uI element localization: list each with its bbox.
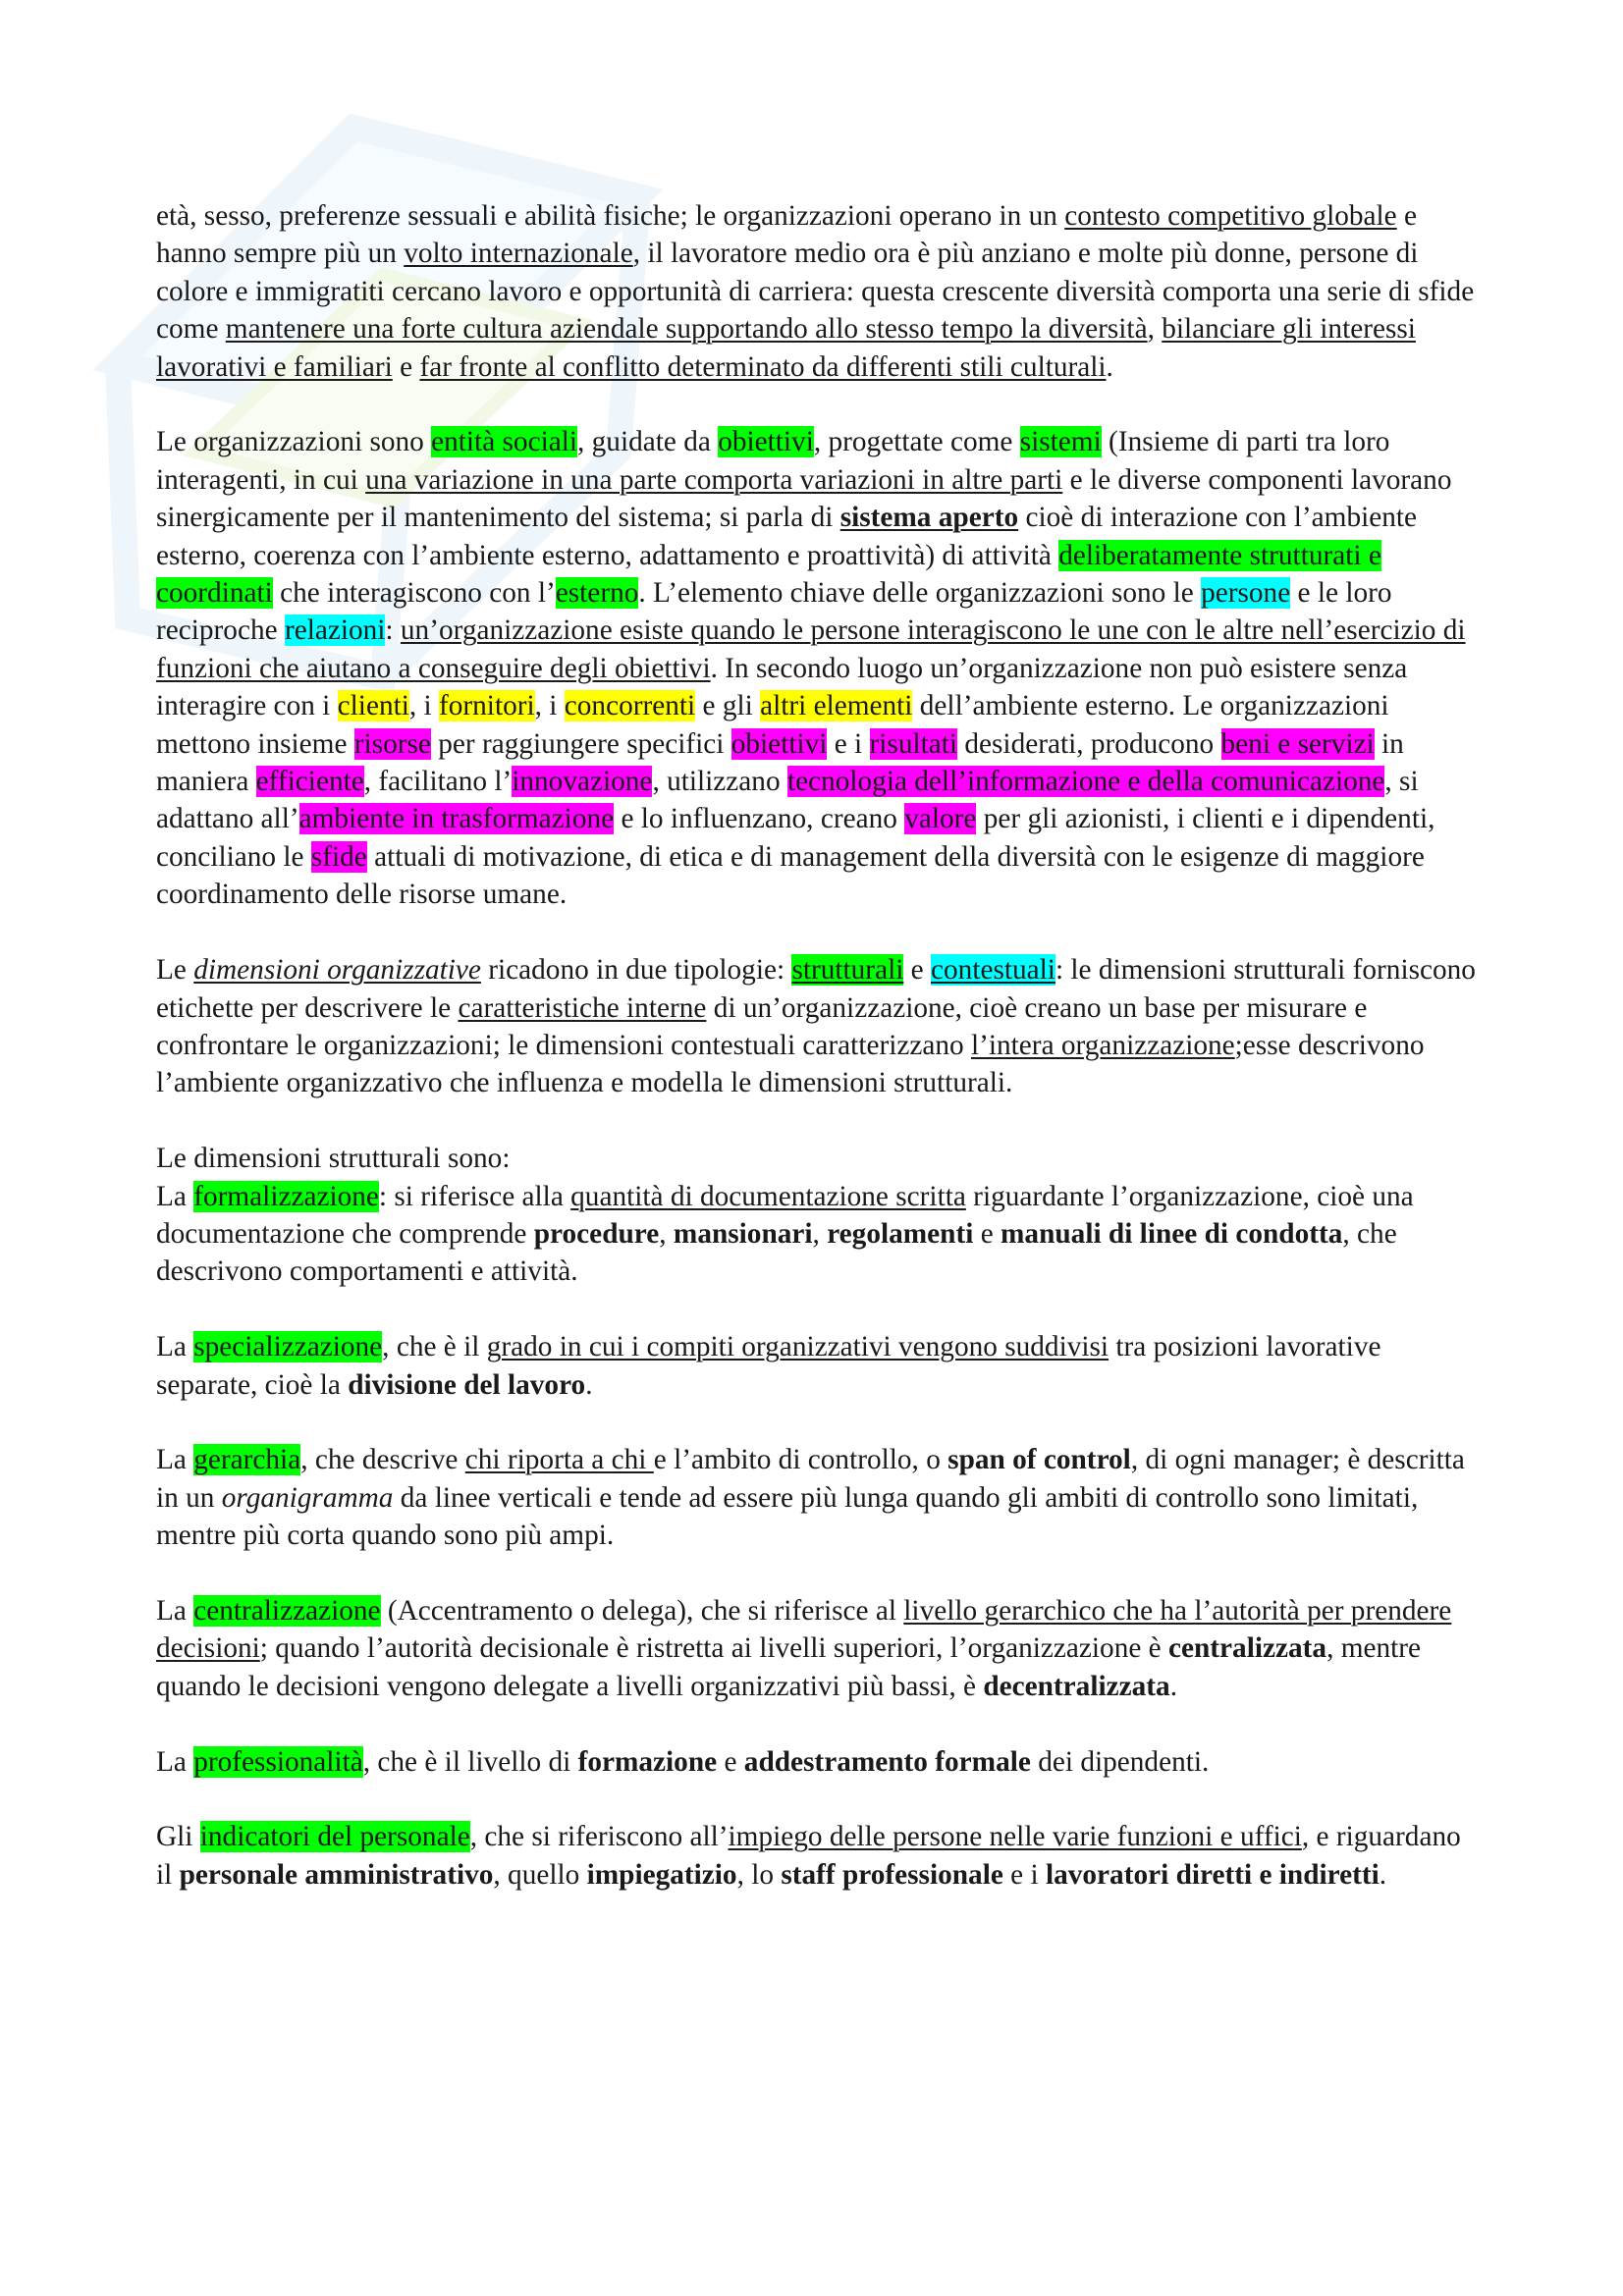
text-run: , che descrive bbox=[300, 1444, 465, 1476]
highlighted-term: obiettivi bbox=[718, 426, 814, 458]
text-run: , si adattano all’ bbox=[156, 766, 1419, 835]
underlined-phrase: grado in cui i compiti organizzativi vengono suddivisi bbox=[486, 1331, 1109, 1363]
text-run: cioè di interazione con l’ambiente esterno, coerenza con l’ambiente esterno, adattamento e proattività) di attività bbox=[156, 502, 1418, 571]
text-run: , bbox=[659, 1217, 674, 1250]
underlined-phrase: un’organizzazione esiste quando le persone interagiscono le une con le altre nell’esercizio di funzioni che aiutano a conseguire degli obiettivi bbox=[156, 614, 1466, 684]
highlighted-term: risultati bbox=[869, 727, 958, 760]
text-run: per raggiungere specifici bbox=[430, 727, 731, 760]
text-run: e bbox=[392, 350, 420, 383]
text-run: e gli bbox=[695, 690, 761, 722]
highlighted-term: specializzazione bbox=[193, 1331, 383, 1363]
bold-term: lavoratori diretti e indiretti bbox=[1045, 1858, 1380, 1891]
bold-term: procedure bbox=[533, 1217, 660, 1250]
text-run: , bbox=[812, 1217, 828, 1250]
bold-term: formazione bbox=[577, 1745, 718, 1778]
text-run: tra posizioni lavorative separate, cioè la bbox=[156, 1331, 1381, 1401]
paragraph-professionalita bbox=[156, 1743, 1482, 1781]
text-run: , facilitano l’ bbox=[363, 766, 513, 798]
highlighted-term: risorse bbox=[353, 727, 431, 760]
highlighted-term: indicatori del personale bbox=[199, 1821, 470, 1853]
paragraph-diversity bbox=[156, 197, 1482, 386]
text-run: , e riguardano il bbox=[156, 1821, 1461, 1891]
bold-term: sistema aperto bbox=[839, 502, 1019, 534]
text-run: ; quando l’autorità decisionale è ristretta ai livelli superiori, l’organizzazione è bbox=[259, 1632, 1168, 1665]
highlighted-term: relazioni bbox=[284, 614, 386, 647]
underlined-phrase: una variazione in una parte comporta variazioni in altre parti bbox=[365, 463, 1063, 496]
text-run: . bbox=[1106, 350, 1113, 383]
text-run: di un’organizzazione, cioè creano un base per misurare e confrontare le organizzazioni; le dimensioni contestuali caratterizzano bbox=[156, 991, 1368, 1061]
underlined-phrase: far fronte al conflitto determinato da differenti stili culturali bbox=[419, 350, 1107, 383]
highlighted-term: innovazione bbox=[512, 766, 653, 798]
text-run: , i bbox=[408, 690, 439, 722]
underlined-phrase: impiego delle persone nelle varie funzioni e uffici bbox=[728, 1821, 1302, 1853]
highlighted-term: fornitori bbox=[439, 690, 535, 722]
text-run: e i bbox=[1002, 1858, 1046, 1891]
highlighted-term: esterno bbox=[555, 577, 639, 610]
underlined-phrase: mantenere una forte cultura aziendale supportando allo stesso tempo la diversità bbox=[225, 313, 1148, 346]
text-run: e bbox=[903, 954, 932, 987]
bold-term: staff professionale bbox=[781, 1858, 1003, 1891]
text-run: La bbox=[156, 1180, 194, 1212]
underlined-phrase: caratteristiche interne bbox=[458, 991, 707, 1024]
highlighted-term: deliberatamente strutturati e coordinati bbox=[156, 539, 1381, 610]
text-run: , mentre quando le decisioni vengono delegate a livelli organizzativi più bassi, è bbox=[156, 1632, 1422, 1702]
text-run: e l’ambito di controllo, o bbox=[653, 1444, 948, 1476]
text-run: e i bbox=[827, 727, 870, 760]
bold-term: impiegatizio bbox=[586, 1858, 737, 1891]
text-run: Le bbox=[156, 954, 194, 987]
underlined-phrase: l’intera organizzazione bbox=[970, 1029, 1235, 1061]
text-run: , che si riferiscono all’ bbox=[469, 1821, 729, 1853]
paragraph-indicatori-personale bbox=[156, 1818, 1482, 1894]
heading-structural-dimensions bbox=[156, 1140, 1482, 1177]
highlighted-term: entità sociali bbox=[431, 426, 577, 458]
text-run: e lo influenzano, creano bbox=[614, 803, 905, 835]
text-run: Le organizzazioni sono bbox=[156, 426, 432, 458]
text-run: Gli bbox=[156, 1821, 200, 1853]
text-run: e bbox=[717, 1745, 744, 1778]
highlighted-term: obiettivi bbox=[730, 727, 828, 760]
highlighted-term: altri elementi bbox=[760, 690, 913, 722]
text-run: , guidate da bbox=[577, 426, 719, 458]
text-run: da linee verticali e tende ad essere più lunga quando gli ambiti di controllo sono limitati, mentre più corta quando sono più ampi. bbox=[156, 1481, 1419, 1552]
bold-term: addestramento formale bbox=[743, 1745, 1031, 1778]
text-run: La bbox=[156, 1745, 194, 1778]
underlined-phrase: bilanciare gli interessi lavorativi e familiari bbox=[156, 313, 1416, 383]
highlighted-term: tecnologia dell’informazione e della comunicazione bbox=[786, 766, 1385, 798]
highlighted-term: valore bbox=[904, 803, 977, 835]
text-run: , che descrivono comportamenti e attività. bbox=[156, 1217, 1397, 1288]
text-run: ricadono in due tipologie: bbox=[480, 954, 792, 987]
text-run: età, sesso, preferenze sessuali e abilità fisiche; le organizzazioni operano in un bbox=[156, 200, 1065, 232]
text-run: e le loro reciproche bbox=[156, 577, 1392, 647]
text-run: desiderati, producono bbox=[957, 727, 1221, 760]
paragraph-gerarchia bbox=[156, 1441, 1482, 1554]
highlighted-term: formalizzazione bbox=[193, 1180, 379, 1212]
highlighted-term: beni e servizi bbox=[1220, 727, 1375, 760]
bold-term: divisione del lavoro bbox=[348, 1368, 586, 1401]
text-run: , i bbox=[534, 690, 565, 722]
text-run: (Insieme di parti tra loro interagenti, in cui bbox=[156, 426, 1390, 496]
highlighted-term: concorrenti bbox=[564, 690, 696, 722]
highlighted-term: strutturali bbox=[791, 954, 904, 987]
text-run: , che è il livello di bbox=[362, 1745, 578, 1778]
text-run: e le diverse componenti lavorano sinergicamente per il mantenimento del sistema; si parla di bbox=[156, 463, 1452, 534]
text-run: , che è il bbox=[382, 1331, 487, 1363]
text-run: (Accentramento o delega), che si riferisce al bbox=[380, 1594, 904, 1627]
underlined-phrase: contesto competitivo globale bbox=[1064, 200, 1397, 232]
underlined-phrase: volto internazionale bbox=[404, 238, 633, 270]
document-page bbox=[156, 197, 1482, 1932]
paragraph-organizations-definition bbox=[156, 423, 1482, 913]
bold-term: span of control bbox=[947, 1444, 1131, 1476]
text-run: . bbox=[1379, 1858, 1387, 1891]
highlighted-term: ambiente in trasformazione bbox=[298, 803, 615, 835]
text-run: Le dimensioni strutturali sono: bbox=[156, 1143, 511, 1175]
text-run: dell’ambiente esterno. Le organizzazioni mettono insieme bbox=[156, 690, 1389, 760]
paragraph-organizational-dimensions bbox=[156, 951, 1482, 1102]
text-run: . In secondo luogo un’organizzazione non può esistere senza interagire con i bbox=[156, 652, 1408, 722]
text-run: , lo bbox=[736, 1858, 782, 1891]
text-run: attuali di motivazione, di etica e di management della diversità con le esigenze di maggiore coordinamento delle risorse umane. bbox=[156, 840, 1425, 911]
paragraph-centralizzazione bbox=[156, 1592, 1482, 1705]
text-run: , utilizzano bbox=[652, 766, 787, 798]
text-run: e hanno sempre più un bbox=[156, 200, 1417, 270]
highlighted-term: persone bbox=[1201, 577, 1291, 610]
text-run: . bbox=[1169, 1670, 1178, 1702]
bold-term: centralizzata bbox=[1168, 1632, 1327, 1665]
highlighted-term: sistemi bbox=[1019, 426, 1102, 458]
text-run: La bbox=[156, 1331, 194, 1363]
text-run: in maniera bbox=[156, 727, 1404, 798]
underlined-phrase: dimensioni organizzative bbox=[193, 954, 481, 987]
text-run: , quello bbox=[493, 1858, 587, 1891]
highlighted-term: efficiente bbox=[255, 766, 364, 798]
bold-term: manuali di linee di condotta bbox=[1001, 1217, 1343, 1250]
text-run: dei dipendenti. bbox=[1030, 1745, 1210, 1778]
highlighted-term: professionalità bbox=[193, 1745, 363, 1778]
text-run: : si riferisce alla bbox=[378, 1180, 571, 1212]
text-run: La bbox=[156, 1594, 194, 1627]
text-run: . L’elemento chiave delle organizzazioni sono le bbox=[638, 577, 1202, 610]
text-run: , il lavoratore medio ora è più anziano e molte più donne, persone di colore e immigratiti cercano lavoro e opportunità di carriera: questa crescente diversità comporta una serie di sfide come bbox=[156, 238, 1475, 346]
text-run: La bbox=[156, 1444, 194, 1476]
paragraph-formalizzazione bbox=[156, 1178, 1482, 1291]
bold-term: decentralizzata bbox=[983, 1670, 1170, 1702]
text-run: , di ogni manager; è descritta in un bbox=[156, 1444, 1465, 1514]
text-run: : bbox=[385, 614, 401, 647]
text-run: : le dimensioni strutturali forniscono etichette per descrivere le bbox=[156, 954, 1476, 1024]
highlighted-term: centralizzazione bbox=[193, 1594, 381, 1627]
paragraph-specializzazione bbox=[156, 1328, 1482, 1404]
underlined-phrase: livello gerarchico che ha l’autorità per prendere decisioni bbox=[156, 1594, 1452, 1665]
text-run: ;esse descrivono l’ambiente organizzativo che influenza e modella le dimensioni strutturali. bbox=[156, 1029, 1425, 1099]
underlined-phrase: chi riporta a chi bbox=[464, 1444, 654, 1476]
highlighted-term: gerarchia bbox=[193, 1444, 301, 1476]
highlighted-term: contestuali bbox=[931, 954, 1055, 987]
text-run: . bbox=[585, 1368, 593, 1401]
text-run: che interagiscono con l’ bbox=[272, 577, 556, 610]
underlined-phrase: quantità di documentazione scritta bbox=[570, 1180, 966, 1212]
bold-term: regolamenti bbox=[827, 1217, 974, 1250]
highlighted-term: clienti bbox=[337, 690, 409, 722]
text-run: e bbox=[973, 1217, 1001, 1250]
highlighted-term: sfide bbox=[310, 840, 367, 873]
italic-term: organigramma bbox=[221, 1481, 394, 1514]
bold-term: personale amministrativo bbox=[179, 1858, 494, 1891]
text-run: , bbox=[1147, 313, 1163, 346]
bold-term: mansionari bbox=[673, 1217, 813, 1250]
text-run: per gli azionisti, i clienti e i dipendenti, conciliano le bbox=[156, 803, 1435, 873]
text-run: , progettate come bbox=[813, 426, 1020, 458]
text-run: riguardante l’organizzazione, cioè una documentazione che comprende bbox=[156, 1180, 1414, 1250]
